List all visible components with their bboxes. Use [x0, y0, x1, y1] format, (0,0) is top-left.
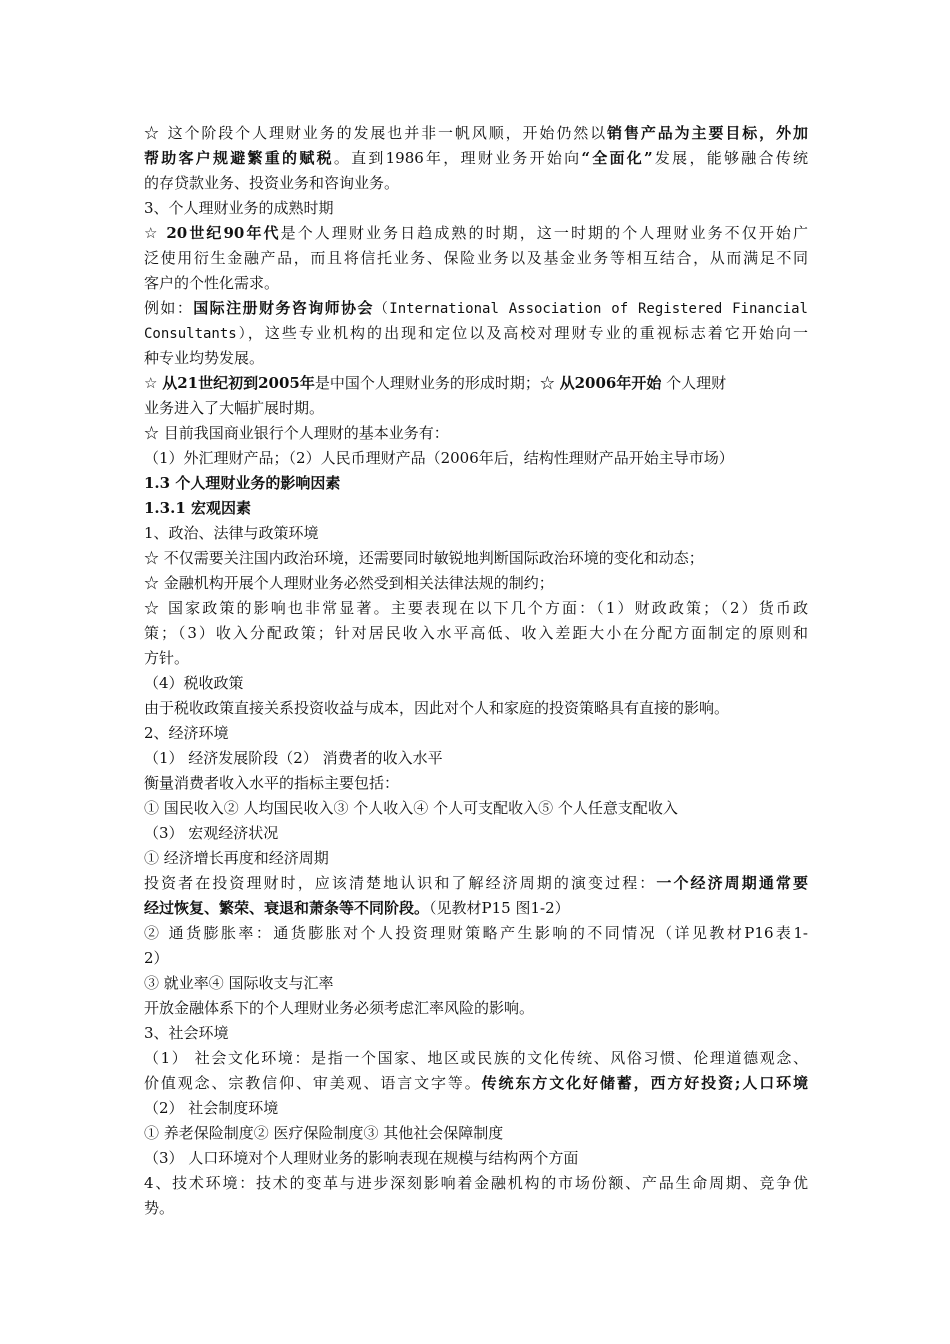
- text-line: 的存贷款业务、投资业务和咨询业务。: [144, 174, 400, 192]
- economic-items: （1） 经济发展阶段（2） 消费者的收入水平: [144, 749, 443, 767]
- text-line: ☆ 国家政策的影响也非常显著。主要表现在以下几个方面：（1）财政政策；（2）货币政: [144, 599, 808, 617]
- paragraph-example-association: [144, 296, 808, 371]
- population-environment: （3） 人口环境对个人理财业务的影响表现在规模与结构两个方面: [144, 1149, 579, 1167]
- bold-text: 传统东方文化好储蓄，西方好投资;人口环境: [481, 1074, 808, 1092]
- text-line: 价值观念、宗教信仰、审美观、语言文字等。传统东方文化好储蓄，西方好投资;人口环境: [144, 1074, 808, 1092]
- text-line: 方针。: [144, 649, 190, 667]
- text-line: 客户的个性化需求。: [144, 274, 280, 292]
- text-line: 势。: [144, 1199, 175, 1217]
- bold-text: 销售产品为主要目标，外加: [607, 124, 808, 142]
- subsection-technology: [144, 1171, 808, 1221]
- tax-policy: （4）税收政策: [144, 674, 244, 692]
- paragraph-economic-cycle: [144, 871, 808, 921]
- text-line: Consultants），这些专业机构的出现和定位以及高校对理财专业的重视标志着它开始向一: [144, 324, 808, 342]
- subsection-political: 1、政治、法律与政策环境: [144, 524, 319, 542]
- bullet-basic-business: ☆ 目前我国商业银行个人理财的基本业务有：: [144, 424, 449, 442]
- bold-text: 帮助客户规避繁重的赋税: [144, 149, 334, 167]
- employment-exchange: ③ 就业率④ 国际收支与汇率: [144, 974, 334, 992]
- bold-text: “全面化”: [581, 149, 653, 167]
- text-line: 策；（3）收入分配政策；针对居民收入水平高低、收入差距大小在分配方面制定的原则和: [144, 624, 808, 642]
- bullet-legal: ☆ 金融机构开展个人理财业务必然受到相关法律法规的制约；: [144, 574, 554, 592]
- paragraph-china-periods: [144, 371, 808, 421]
- text-line: 例如：国际注册财务咨询师协会（International Association of Registered Financial: [144, 299, 808, 317]
- income-indicators-intro: 衡量消费者收入水平的指标主要包括：: [144, 774, 400, 792]
- section-heading-maturity: 3、个人理财业务的成熟时期: [144, 199, 334, 217]
- growth-and-cycle: ① 经济增长再度和经济周期: [144, 849, 329, 867]
- text-line: 经过恢复、繁荣、衰退和萧条等不同阶段。（见教材P15 图1-2）: [144, 899, 570, 917]
- text-line: 帮助客户规避繁重的赋税。直到1986年，理财业务开始向“全面化”发展，能够融合传统: [144, 149, 808, 167]
- text-line: （1） 社会文化环境：是指一个国家、地区或民族的文化传统、风俗习惯、伦理道德观念、: [144, 1049, 808, 1067]
- heading-1-3-1: 1.3.1 宏观因素: [144, 499, 251, 517]
- bold-text: 国际注册财务咨询师协会: [193, 299, 374, 317]
- text-line: ☆ 这个阶段个人理财业务的发展也并非一帆风顺，开始仍然以销售产品为主要目标，外加: [144, 124, 808, 142]
- text-line: 4、技术环境：技术的变革与进步深刻影响着金融机构的市场份额、产品生命周期、竞争优: [144, 1174, 808, 1192]
- bold-text: 从21世纪初到2005年: [162, 374, 315, 392]
- income-indicators-list: ① 国民收入② 人均国民收入③ 个人收入④ 个人可支配收入⑤ 个人任意支配收入: [144, 799, 678, 817]
- text-line: 泛使用衍生金融产品，而且将信托业务、保险业务以及基金业务等相互结合，从而满足不同: [144, 249, 808, 267]
- text-line: ☆ 从21世纪初到2005年是中国个人理财业务的形成时期；☆ 从2006年开始 个人理财: [144, 374, 727, 392]
- exchange-risk: 开放金融体系下的个人理财业务必须考虑汇率风险的影响。: [144, 999, 535, 1017]
- subsection-economic: 2、经济环境: [144, 724, 229, 742]
- tax-policy-description: 由于税收政策直接关系投资收益与成本，因此对个人和家庭的投资策略具有直接的影响。: [144, 699, 730, 717]
- text-line: 投资者在投资理财时，应该清楚地认识和了解经济周期的演变过程：一个经济周期通常要: [144, 874, 808, 892]
- document-body: [144, 121, 808, 1221]
- text-line: ☆ 20世纪90年代是个人理财业务日趋成熟的时期，这一时期的个人理财业务不仅开始广: [144, 224, 808, 242]
- paragraph-inflation: [144, 921, 808, 971]
- text-line: 业务进入了大幅扩展时期。: [144, 399, 325, 417]
- paragraph-social-culture: [144, 1046, 808, 1096]
- paragraph-1990s: [144, 221, 808, 296]
- social-security-list: ① 养老保险制度② 医疗保险制度③ 其他社会保障制度: [144, 1124, 504, 1142]
- bold-text: 20世纪90年代: [166, 224, 281, 242]
- paragraph-stage-difficulties: [144, 121, 808, 196]
- bullet-political: ☆ 不仅需要关注国内政治环境，还需要同时敏锐地判断国际政治环境的变化和动态；: [144, 549, 704, 567]
- text-line: ② 通货膨胀率：通货膨胀对个人投资理财策略产生影响的不同情况（详见教材P16表1-: [144, 924, 808, 942]
- text-line: 2）: [144, 949, 169, 967]
- macro-economy: （3） 宏观经济状况: [144, 824, 279, 842]
- bold-text: 经过恢复、繁荣、衰退和萧条等不同阶段。: [144, 899, 430, 917]
- heading-1-3: 1.3 个人理财业务的影响因素: [144, 474, 341, 492]
- text-line: 种专业均势发展。: [144, 349, 265, 367]
- bold-text: 一个经济周期通常要: [656, 874, 808, 892]
- social-system: （2） 社会制度环境: [144, 1099, 279, 1117]
- bold-text: 从2006年开始: [559, 374, 662, 392]
- bullet-policy: [144, 596, 808, 671]
- business-list: （1）外汇理财产品；（2）人民币理财产品（2006年后，结构性理财产品开始主导市场）: [144, 449, 734, 467]
- subsection-social: 3、社会环境: [144, 1024, 229, 1042]
